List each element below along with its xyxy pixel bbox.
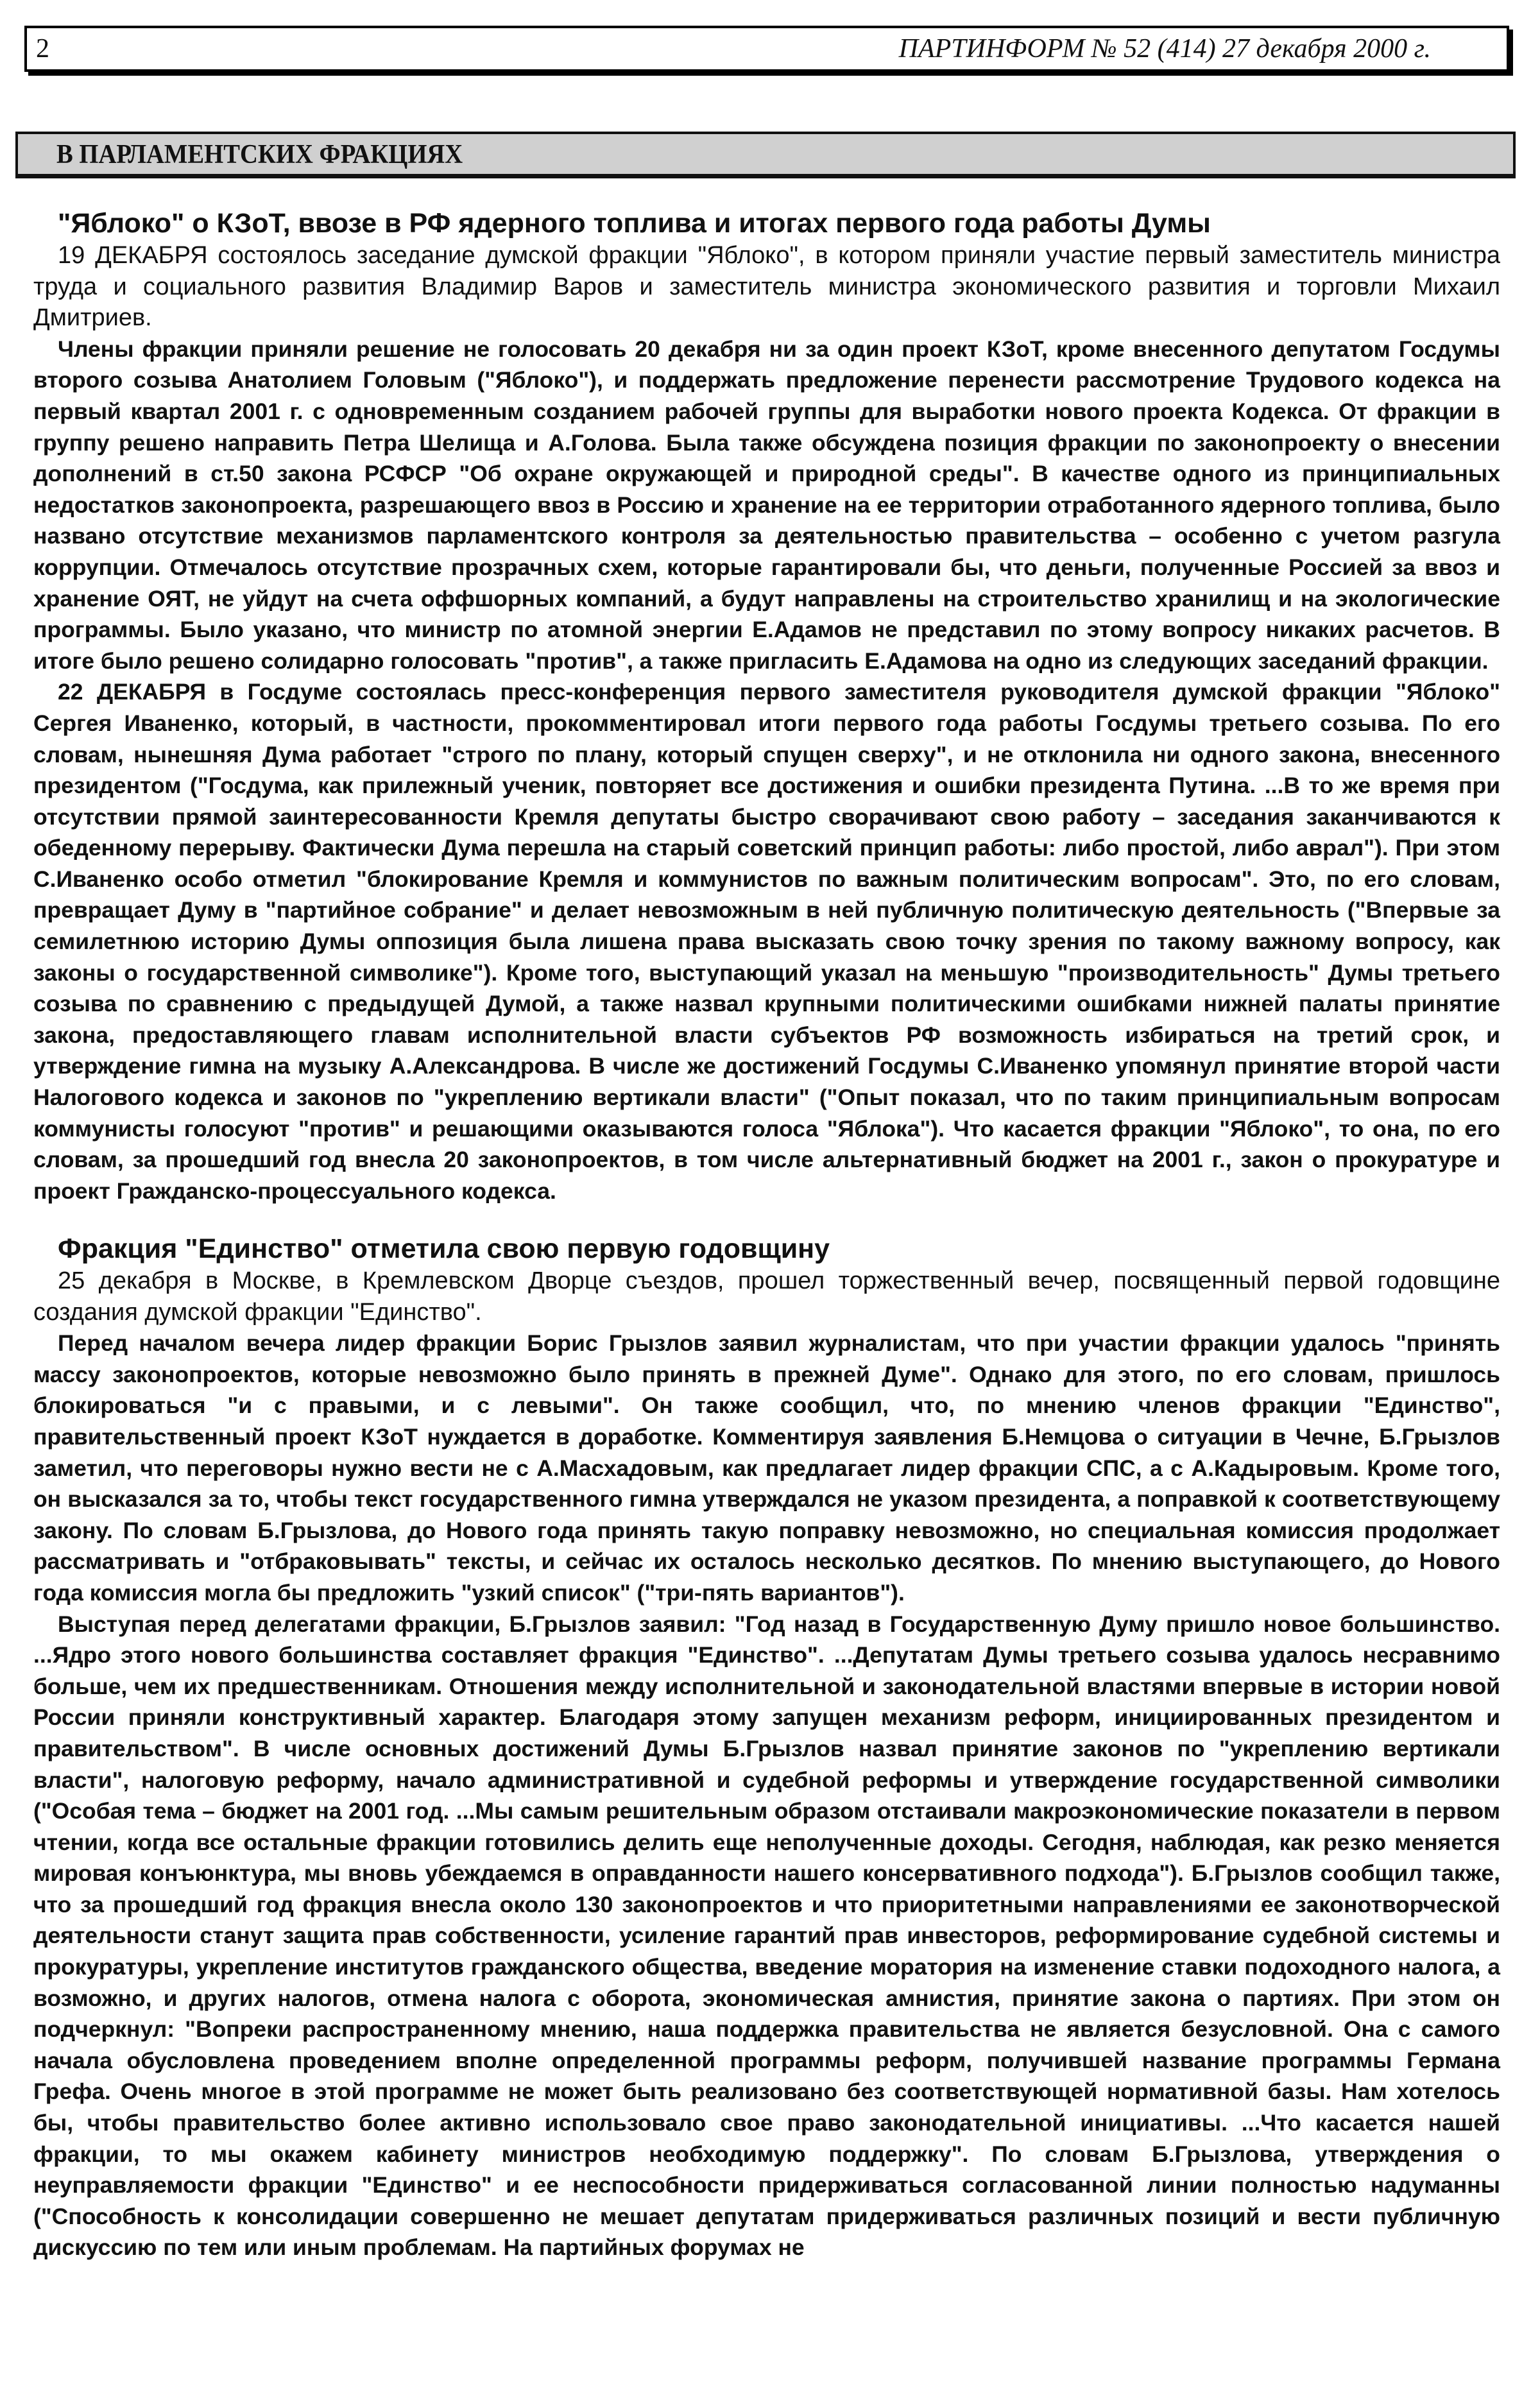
publication-issue: ПАРТИНФОРМ № 52 (414) 27 декабря 2000 г.: [898, 34, 1431, 64]
article-lead: 25 декабря в Москве, в Кремлевском Дворце съездов, прошел торжественный вечер, посвященный первой годовщине создания думской фракции "Единство".: [33, 1267, 1500, 1326]
article-title: "Яблоко" о КЗоТ, ввозе в РФ ядерного топлива и итогах первого года работы Думы: [58, 208, 1211, 239]
running-header: [24, 26, 1509, 72]
article-edinstvo: [33, 1232, 1500, 2263]
article-lead: 19 ДЕКАБРЯ состоялось заседание думской фракции "Яблоко", в котором приняли участие первый заместитель министра труда и социального развития Владимир Варов и заместитель министра экономического развития и торговли Михаил Дмитриев.: [33, 242, 1500, 332]
article-paragraph: 22 ДЕКАБРЯ в Госдуме состоялась пресс-конференция первого заместителя руководителя думской фракции "Яблоко" Сергея Иваненко, который, в частности, прокомментировал итоги первого года работы Госдумы третьего созыва. По его словам, нынешняя Дума работает "строго по плану, который спущен сверху", и не отклонила ни одного закона, внесенного президентом ("Госдума, как прилежный ученик, повторяет все достижения и ошибки президента Путина. ...В то же время при отсутствии прямой заинтересованности Кремля депутаты быстро сворачивают свою работу – заседания заканчиваются к обеденному перерыву. Фактически Дума перешла на старый советский принцип работы: либо простой, либо аврал"). При этом С.Иваненко особо отметил "блокирование Кремля и коммунистов по важным политическим вопросам". Это, по его словам, превращает Думу в "партийное собрание" и делает невозможным в ней публичную политическую деятельность ("Впервые за семилетнюю историю Думы оппозиция была лишена права высказать свою точку зрения по такому важному вопросу, как законы о государственной символике"). Кроме того, выступающий указал на меньшую "производительность" Думы третьего созыва по сравнению с предыдущей Думой, а также назвал крупными политическими ошибками нижней палаты принятие закона, предоставляющего главам исполнительной власти субъектов РФ возможность избираться на третий срок, и утверждение гимна на музыку А.Александрова. В числе же достижений Госдумы С.Иваненко упомянул принятие второй части Налогового кодекса и законов по "укреплению вертикали власти" ("Опыт показал, что по таким принципиальным вопросам коммунисты голосуют "против" и решающими оказываются голоса "Яблока"). Что касается фракции "Яблоко", то она, по его словам, за прошедший год внесла 20 законопроектов, в том числе альтернативный бюджет на 2001 г., закон о прокуратуре и проект Гражданско-процессуального кодекса.: [33, 679, 1500, 1204]
rubric-title: В ПАРЛАМЕНТСКИХ ФРАКЦИЯХ: [56, 140, 463, 169]
section-rubric: [15, 132, 1516, 178]
article-paragraph: Перед началом вечера лидер фракции Борис Грызлов заявил журналистам, что при участии фракции удалось "принять массу законопроектов, которые невозможно было принять в прежней Думе". Однако для этого, по его словам, пришлось блокироваться "и с правыми, и с левыми". Он также сообщил, что, по мнению членов фракции "Единство", правительственный проект КЗоТ нуждается в доработке. Комментируя заявления Б.Немцова о ситуации в Чечне, Б.Грызлов заметил, что переговоры нужно вести не с А.Масхадовым, как предлагает лидер фракции СПС, а с А.Кадыровым. Кроме того, он высказался за то, чтобы текст государственного гимна утверждался не указом президента, а поправкой к соответствующему закону. По словам Б.Грызлова, до Нового года принять такую поправку невозможно, но специальная комиссия продолжает рассматривать и "отбраковывать" тексты, и сейчас их осталось несколько десятков. По мнению выступающего, до Нового года комиссия могла бы предложить "узкий список" ("три-пять вариантов").: [33, 1330, 1500, 1606]
article-title: Фракция "Единство" отметила свою первую годовщину: [58, 1233, 830, 1264]
article-yabloko: [33, 207, 1500, 1206]
article-paragraph: Выступая перед делегатами фракции, Б.Грызлов заявил: "Год назад в Государственную Думу пришло новое большинство. ...Ядро этого нового большинства составляет фракция "Единство". ...Депутатам Думы третьего созыва удалось несравнимо больше, чем их предшественникам. Отношения между исполнительной и законодательной властями впервые в истории новой России приняли конструктивный характер. Благодаря этому запущен механизм реформ, инициированных президентом и правительством". В числе основных достижений Думы Б.Грызлов назвал принятие законов по "укреплению вертикали власти", налоговую реформу, начало административной и судебной реформы и утверждение государственной символики ("Особая тема – бюджет на 2001 год. ...Мы самым решительным образом отстаивали макроэкономические показатели в первом чтении, когда все остальные фракции готовились делить еще неполученные доходы. Сегодня, наблюдая, как резко меняется мировая конъюнктура, мы вновь убеждаемся в оправданности нашего консервативного подхода"). Б.Грызлов сообщил также, что за прошедший год фракция внесла около 130 законопроектов и что приоритетными направлениями ее законотворческой деятельности станут защита прав собственности, усиление гарантий прав инвесторов, реформирование судебной системы и прокуратуры, укрепление институтов гражданского общества, введение моратория на изменение ставки подоходного налога, а возможно, и других налогов, отмена налога с оборота, экономическая амнистия, принятие закона о партиях. При этом он подчеркнул: "Вопреки распространенному мнению, наша поддержка правительства не является безусловной. Она с самого начала обусловлена проведением вполне определенной программы реформ, получившей название программы Германа Грефа. Очень многое в этой программе не может быть реализовано без соответствующей нормативной базы. Нам хотелось бы, чтобы правительство более активно использовало свое право законодательной инициативы. ...Что касается нашей фракции, то мы окажем кабинету министров необходимую поддержку". По словам Б.Грызлова, утверждения о неуправляемости фракции "Единство" и ее неспособности придерживаться согласованной линии полностью надуманны ("Способность к консолидации совершенно не мешает депутатам придерживаться различных позиций и вести публичную дискуссию по тем или иным проблемам. На партийных форумах не: [33, 1611, 1500, 2261]
page-number: 2: [36, 34, 49, 64]
article-paragraph: Члены фракции приняли решение не голосовать 20 декабря ни за один проект КЗоТ, кроме внесенного депутатом Госдумы второго созыва Анатолием Головым ("Яблоко"), и поддержать предложение перенести рассмотрение Трудового кодекса на первый квартал 2001 г. с одновременным созданием рабочей группы для выработки нового проекта Кодекса. От фракции в группу решено направить Петра Шелища и А.Голова. Была также обсуждена позиция фракции по законопроекту о внесении дополнений в ст.50 закона РСФСР "Об охране окружающей и природной среды". В качестве одного из принципиальных недостатков законопроекта, разрешающего ввоз в Россию и хранение на ее территории отработанного ядерного топлива, было названо отсутствие механизмов парламентского контроля за деятельностью правительства – особенно с учетом разгула коррупции. Отмечалось отсутствие прозрачных схем, которые гарантировали бы, что деньги, полученные Россией за ввоз и хранение ОЯТ, не уйдут на счета оффшорных компаний, а будут направлены на строительство хранилищ и на экологические программы. Было указано, что министр по атомной энергии Е.Адамов не представил по этому вопросу никаких расчетов. В итоге было решено солидарно голосовать "против", а также пригласить Е.Адамова на одно из следующих заседаний фракции.: [33, 336, 1500, 674]
